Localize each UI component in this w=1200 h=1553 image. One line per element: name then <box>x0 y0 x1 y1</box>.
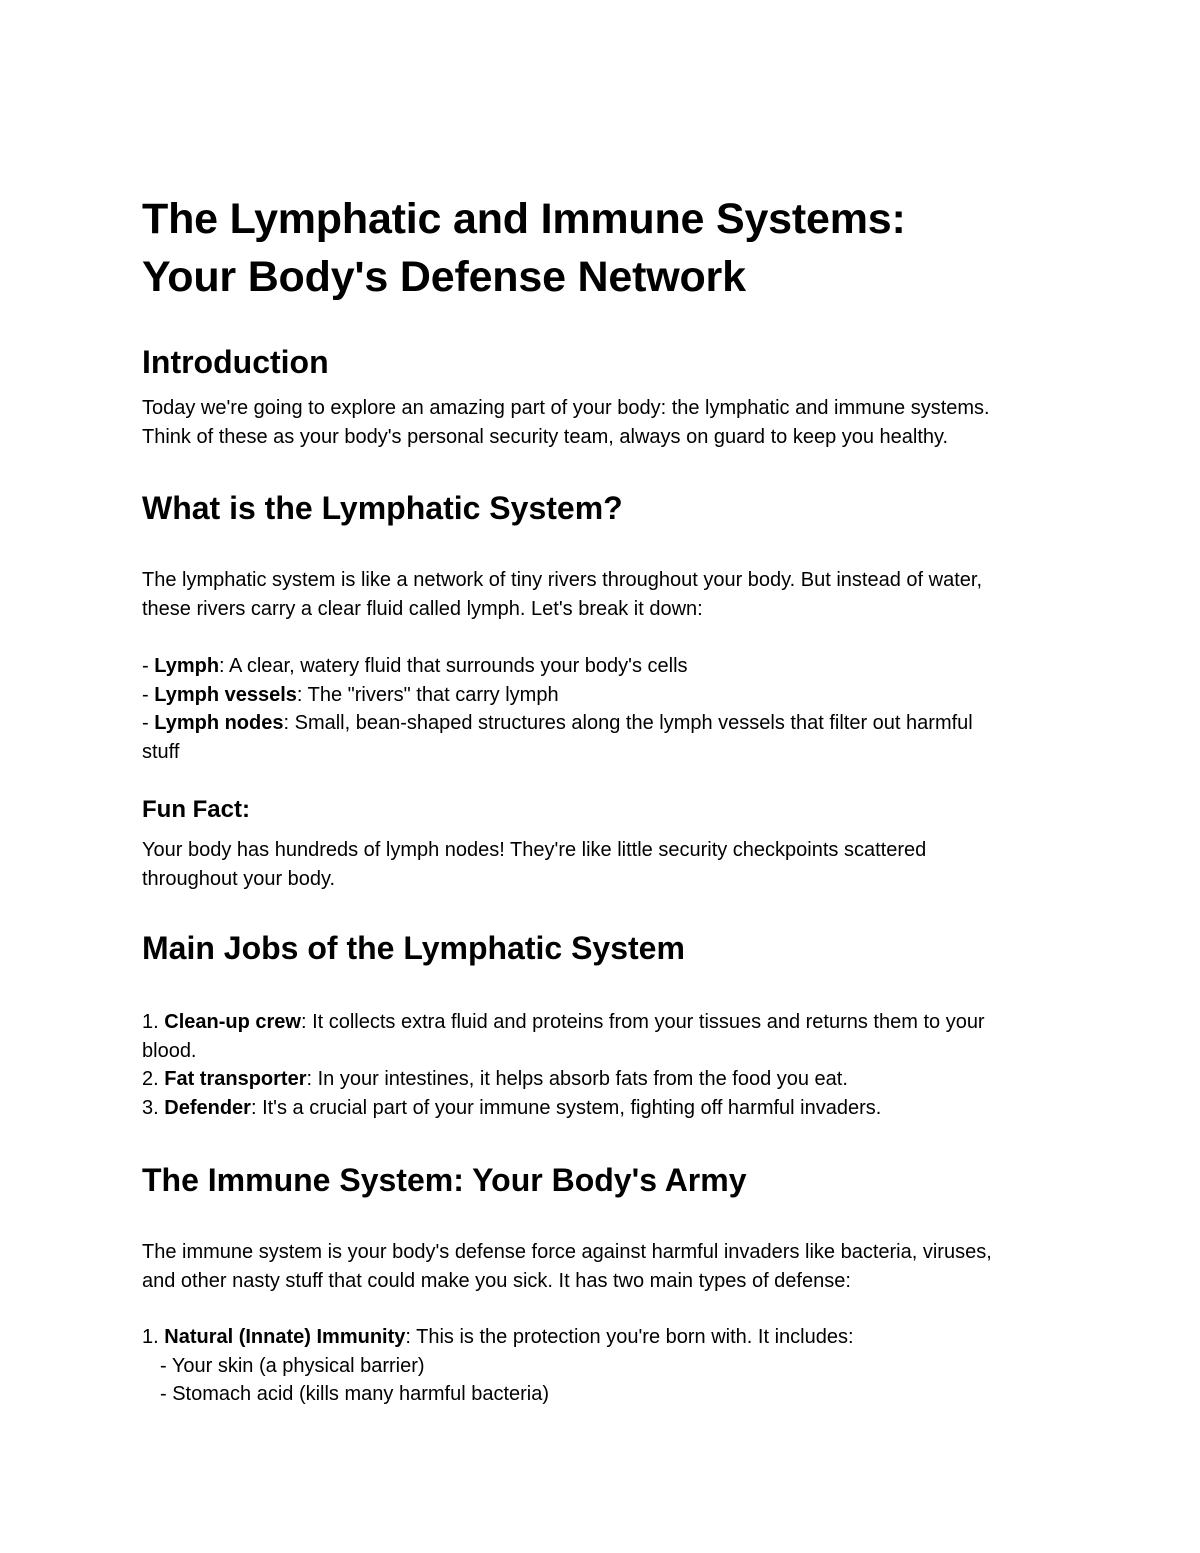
immune-list <box>142 1323 1082 1409</box>
list-item: 2. Fat transporter: In your intestines, it helps absorb fats from the food you eat. <box>142 1068 848 1090</box>
main-jobs-list <box>142 1008 1082 1122</box>
list-item-term: Lymph vessels <box>154 683 297 706</box>
list-item: - Lymph: A clear, watery fluid that surrounds your body's cells <box>142 655 688 677</box>
lymphatic-heading: What is the Lymphatic System? <box>142 490 623 526</box>
list-item: 1. Natural (Innate) Immunity: This is the protection you're born with. It includes: <box>142 1326 854 1348</box>
introduction-paragraph <box>142 394 1082 451</box>
introduction-heading: Introduction <box>142 344 329 380</box>
paragraph-line: throughout your body. <box>142 867 336 890</box>
list-item-term: Natural (Innate) Immunity <box>164 1326 406 1348</box>
list-item-term: Clean-up crew <box>164 1011 301 1033</box>
list-item: 3. Defender: It's a crucial part of your immune system, fighting off harmful invaders. <box>142 1096 882 1119</box>
list-item-term: Lymph nodes <box>154 712 284 734</box>
list-item: 1. Clean-up crew: It collects extra fluid and proteins from your tissues and returns them to your <box>142 1011 985 1033</box>
paragraph-line: The immune system is your body's defense force against harmful invaders like bacteria, viruses, <box>142 1241 992 1263</box>
list-item-term: Fat transporter <box>164 1068 307 1090</box>
sub-list-item: - Your skin (a physical barrier) <box>160 1354 425 1377</box>
title-line-2: Your Body's Defense Network <box>142 253 746 301</box>
sub-list-item: - Stomach acid (kills many harmful bacteria) <box>160 1383 550 1405</box>
paragraph-line: and other nasty stuff that could make you sick. It has two main types of defense: <box>142 1269 851 1292</box>
paragraph-line: Your body has hundreds of lymph nodes! They're like little security checkpoints scattered <box>142 839 927 861</box>
paragraph-line: Today we're going to explore an amazing part of your body: the lymphatic and immune systems. <box>142 397 990 419</box>
title-line-1: The Lymphatic and Immune Systems: <box>142 195 906 243</box>
paragraph-line: these rivers carry a clear fluid called lymph. Let's break it down: <box>142 597 703 620</box>
fun-fact-paragraph <box>142 836 1082 893</box>
main-jobs-heading: Main Jobs of the Lymphatic System <box>142 930 685 966</box>
immune-heading: The Immune System: Your Body's Army <box>142 1162 747 1198</box>
list-item-continuation: stuff <box>142 740 180 763</box>
lymphatic-paragraph <box>142 566 1082 623</box>
list-item: - Lymph vessels: The "rivers" that carry lymph <box>142 683 559 706</box>
list-item: - Lymph nodes: Small, bean-shaped structures along the lymph vessels that filter out harmful <box>142 712 973 734</box>
document-title <box>142 190 906 306</box>
lymphatic-list <box>142 652 1082 766</box>
list-item-term: Defender <box>164 1096 251 1119</box>
paragraph-line: The lymphatic system is like a network of tiny rivers throughout your body. But instead of water, <box>142 569 983 591</box>
immune-paragraph <box>142 1238 1082 1295</box>
fun-fact-heading: Fun Fact: <box>142 796 250 823</box>
list-item-term: Lymph <box>154 655 220 677</box>
paragraph-line: Think of these as your body's personal security team, always on guard to keep you healthy. <box>142 425 949 448</box>
list-item-continuation: blood. <box>142 1039 197 1062</box>
